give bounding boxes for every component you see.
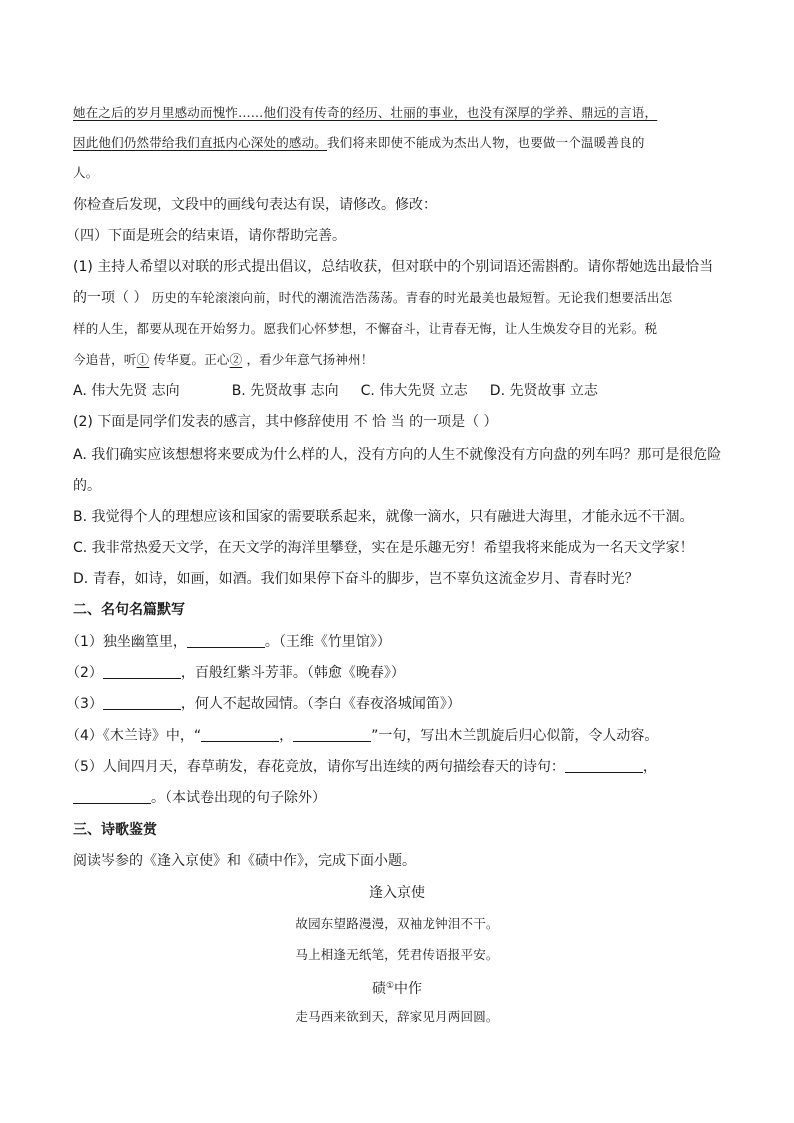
recite-q2: （2） ，百般红紫斗芳菲。（韩愈《晚春》） — [66, 665, 405, 681]
q2-option-b: B. 我觉得个人的理想应该和国家的需要联系起来，就像一滴水，只有融进大海里，才能永远不干涸。 — [73, 509, 694, 525]
passage-line — [73, 104, 657, 122]
option-d: D. 先贤故事 立志 — [489, 383, 598, 399]
answer-blank[interactable] — [103, 695, 181, 710]
option-a: A. 伟大先贤 志向 — [73, 383, 180, 399]
blank-marker-1: ① — [136, 352, 150, 367]
section3-intro: 阅读岑参的《逢入京使》和《碛中作》，完成下面小题。 — [73, 853, 416, 869]
answer-blank[interactable] — [187, 633, 265, 648]
blank-marker-2: ② — [229, 352, 243, 367]
couplet-text: 样的人生，都要从现在开始努力。愿我们心怀梦想，不懈奋斗，让青春无悔，让人生焕发夺目的光彩。税 — [73, 321, 658, 336]
answer-blank[interactable] — [565, 758, 643, 773]
poem2-line: 走马西来欲到天，辞家见月两回圆。 — [295, 1009, 499, 1024]
passage-line — [73, 134, 645, 152]
q2-option-a-cont: 的。 — [73, 478, 101, 494]
recite-q5-cont: 。（本试卷出现的句子除外） — [73, 789, 326, 807]
answer-blank[interactable] — [103, 664, 181, 679]
answer-blank[interactable] — [201, 727, 279, 742]
q2-option-d: D. 青春，如诗，如画，如酒。我们如果停下奋斗的脚步，岂不辜负这流金岁月、青春时光？ — [73, 571, 639, 587]
poem1-line: 马上相逢无纸笔，凭君传语报平安。 — [295, 947, 499, 962]
poem1-line: 故园东望路漫漫，双袖龙钟泪不干。 — [295, 916, 499, 931]
recite-q4: （4）《木兰诗》中，“ ， ”一句，写出木兰凯旋后归心似箭，令人动容。 — [66, 728, 659, 744]
q2-option-c: C. 我非常热爱天文学，在天文学的海洋里攀登，实在是乐趣无穷！希望我将来能成为一名天文学家！ — [73, 540, 694, 556]
q1-answer-bracket: 的一项（ ） — [73, 290, 148, 306]
q2-option-a: A. 我们确实应该想想将来要成为什么样的人，没有方向的人生不就像没有方向盘的列车吗？那可是很危险 — [73, 447, 722, 463]
poem1-title: 逢入京使 — [369, 885, 425, 901]
recite-q1: （1）独坐幽篁里， 。（王维《竹里馆》） — [66, 634, 391, 650]
q1-stem: (1) 主持人希望以对联的形式提出倡议，总结收获，但对联中的个别词语还需斟酌。请你帮她选出最恰当 — [73, 259, 714, 275]
recite-q5: （5）人间四月天，春草萌发，春花竞放，请你写出连续的两句描绘春天的诗句： ， — [66, 759, 657, 775]
answer-blank[interactable] — [293, 727, 371, 742]
poem2-title: 碛①中作 — [371, 981, 423, 997]
passage-text: 我们将来即使不能成为杰出人物，也要做一个温暖善良的 — [327, 135, 645, 150]
passage-underlined-text: 她在之后的岁月里感动而愧怍……他们没有传奇的经历、壮丽的事业，也没有深厚的学养、鼎远的言语， — [73, 105, 658, 120]
passage-underlined-sentence: 因此他们仍然带给我们直抵内心深处的感动。 — [73, 135, 328, 150]
answer-blank[interactable] — [73, 789, 151, 804]
q2-stem: (2) 下面是同学们发表的感言，其中修辞使用 不 恰 当 的一项是（ ） — [73, 414, 498, 430]
couplet-text: 今追昔，听① 传华夏。正心② ，看少年意气扬神州！ — [73, 352, 374, 367]
part4-heading: （四）下面是班会的结束语，请你帮助完善。 — [66, 228, 346, 244]
footnote-marker: ① — [385, 981, 395, 991]
option-b: B. 先贤故事 志向 — [231, 383, 339, 399]
q1-stem-line — [73, 289, 672, 307]
section2-heading: 二、名句名篇默写 — [73, 602, 185, 618]
passage-line: 人。 — [73, 165, 99, 180]
recite-q3: （3） ，何人不起故园情。（李白《春夜洛城闻笛》） — [66, 696, 461, 712]
section3-heading: 三、诗歌鉴赏 — [73, 822, 157, 838]
revise-prompt: 你检查后发现，文段中的画线句表达有误，请修改。修改： — [73, 197, 437, 213]
option-c: C. 伟大先贤 立志 — [360, 383, 468, 399]
q1-options — [73, 382, 620, 400]
couplet-text: 历史的车轮滚滚向前，时代的潮流浩浩荡荡。青春的时光最美也最短暂。无论我们想要活出怎 — [147, 290, 673, 305]
